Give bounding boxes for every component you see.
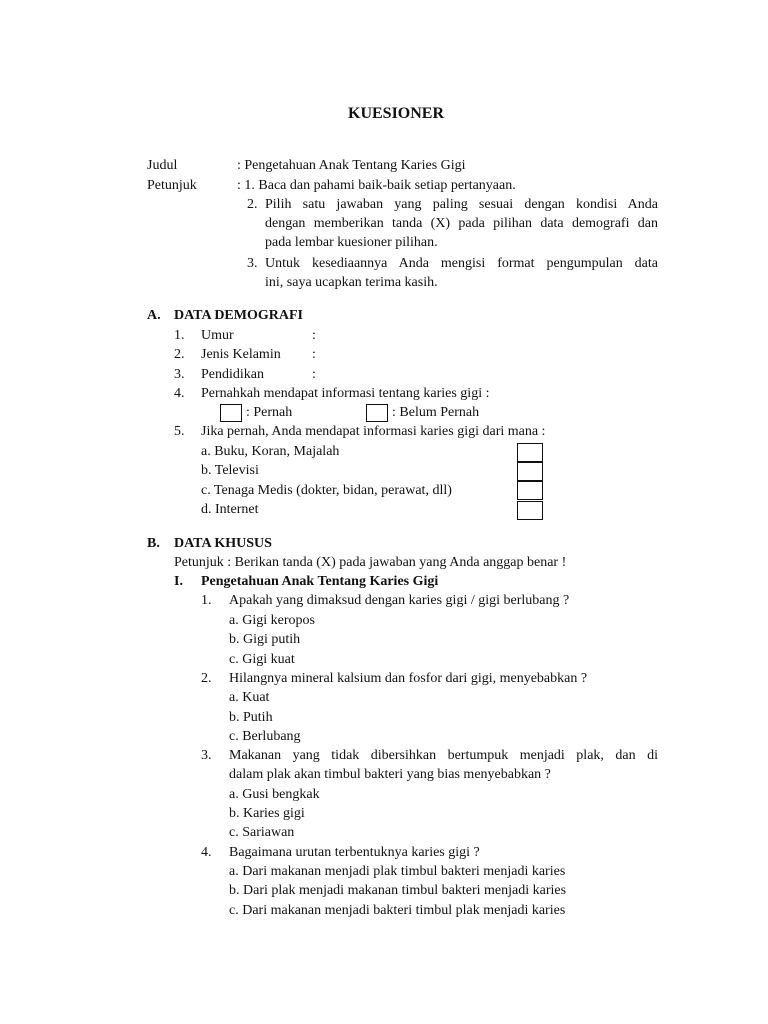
section-a-letter: A. [147,308,161,323]
question-3-option-a[interactable]: a. Gusi bengkak [229,787,320,802]
question-3-num: 3. [201,748,212,763]
demografi-3-colon: : [312,367,316,382]
petunjuk-item-3-line-2: ini, saya ucapkan terima kasih. [265,275,438,290]
petunjuk-item-3-line-1: Untuk kesediaannya Anda mengisi format pengumpulan data [265,256,658,271]
question-2-option-c[interactable]: c. Berlubang [229,729,301,744]
demografi-2-label: Jenis Kelamin [201,347,281,362]
source-option-b: b. Televisi [201,463,259,478]
belum-pernah-checkbox[interactable] [366,404,388,422]
petunjuk-item-2-line-2: dengan memberikan tanda (X) pada pilihan data demografi dan [265,216,658,231]
judul-label: Judul [147,158,178,173]
source-checkbox-d[interactable] [517,501,543,520]
question-3-text-line-2: dalam plak akan timbul bakteri yang bias menyebabkan ? [229,767,551,782]
demografi-1-colon: : [312,328,316,343]
question-3-option-c[interactable]: c. Sariawan [229,825,295,840]
question-2-option-a[interactable]: a. Kuat [229,690,270,705]
question-1-option-b[interactable]: b. Gigi putih [229,632,301,647]
petunjuk-item-2-line-3: pada lembar kuesioner pilihan. [265,235,438,250]
source-option-d: d. Internet [201,502,259,517]
source-option-a: a. Buku, Koran, Majalah [201,444,340,459]
demografi-5-num: 5. [174,424,185,439]
question-3-option-b[interactable]: b. Karies gigi [229,806,305,821]
question-1-option-c[interactable]: c. Gigi kuat [229,652,295,667]
question-1-text: Apakah yang dimaksud dengan karies gigi / gigi berlubang ? [229,593,570,608]
subsection-heading: Pengetahuan Anak Tentang Karies Gigi [201,574,439,589]
question-2-option-b[interactable]: b. Putih [229,710,273,725]
demografi-1-num: 1. [174,328,185,343]
petunjuk-item-1: : 1. Baca dan pahami baik-baik setiap pertanyaan. [237,178,516,193]
section-a-heading: DATA DEMOGRAFI [174,308,303,323]
question-2-text: Hilangnya mineral kalsium dan fosfor dari gigi, menyebabkan ? [229,671,588,686]
demografi-1-label: Umur [201,328,234,343]
question-4-option-c[interactable]: c. Dari makanan menjadi bakteri timbul plak menjadi karies [229,903,566,918]
demografi-2-colon: : [312,347,316,362]
petunjuk-item-3-num: 3. [247,256,258,271]
demografi-3-label: Pendidikan [201,367,264,382]
judul-value: : Pengetahuan Anak Tentang Karies Gigi [237,158,466,173]
petunjuk-item-2-line-1: Pilih satu jawaban yang paling sesuai dengan kondisi Anda [265,197,658,212]
page-title: KUESIONER [348,105,445,122]
demografi-5-text: Jika pernah, Anda mendapat informasi karies gigi dari mana : [201,424,546,439]
question-4-num: 4. [201,845,212,860]
pernah-label: : Pernah [246,405,293,420]
source-checkbox-b[interactable] [517,462,543,481]
source-checkbox-c[interactable] [517,481,543,500]
question-3-text-line-1: Makanan yang tidak dibersihkan bertumpuk menjadi plak, dan di [229,748,658,763]
question-2-num: 2. [201,671,212,686]
belum-pernah-label: : Belum Pernah [392,405,480,420]
demografi-3-num: 3. [174,367,185,382]
question-4-text: Bagaimana urutan terbentuknya karies gigi ? [229,845,480,860]
petunjuk-item-2-num: 2. [247,197,258,212]
subsection-num: I. [174,574,183,589]
section-b-instruction: Petunjuk : Berikan tanda (X) pada jawaban yang Anda anggap benar ! [174,555,567,570]
section-b-heading: DATA KHUSUS [174,536,272,551]
petunjuk-label: Petunjuk [147,178,197,193]
source-checkbox-a[interactable] [517,443,543,462]
question-4-option-a[interactable]: a. Dari makanan menjadi plak timbul bakteri menjadi karies [229,864,566,879]
demografi-4-num: 4. [174,386,185,401]
demografi-4-text: Pernahkah mendapat informasi tentang karies gigi : [201,386,490,401]
section-b-letter: B. [147,536,160,551]
question-4-option-b[interactable]: b. Dari plak menjadi makanan timbul bakteri menjadi karies [229,883,567,898]
pernah-checkbox[interactable] [220,404,242,422]
question-1-num: 1. [201,593,212,608]
question-1-option-a[interactable]: a. Gigi keropos [229,613,315,628]
demografi-2-num: 2. [174,347,185,362]
source-option-c: c. Tenaga Medis (dokter, bidan, perawat, dll) [201,483,452,498]
